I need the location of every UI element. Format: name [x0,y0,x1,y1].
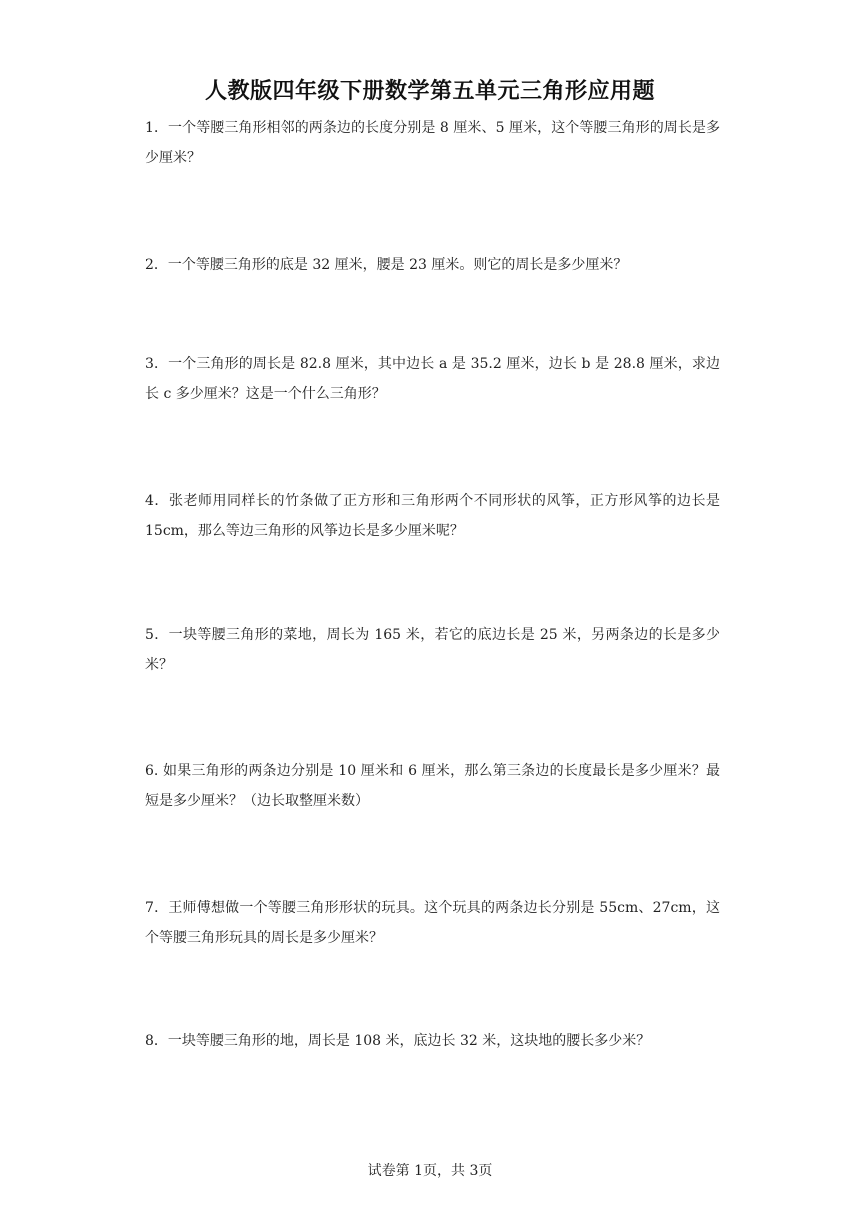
question-4: 4．张老师用同样长的竹条做了正方形和三角形两个不同形状的风筝，正方形风筝的边长是 15cm，那么等边三角形的风筝边长是多少厘米呢？ [145,493,720,539]
question-5: 5．一块等腰三角形的菜地，周长为 165 米，若它的底边长是 25 米，另两条边的长是多少米？ [145,627,720,673]
question-1: 1．一个等腰三角形相邻的两条边的长度分别是 8 厘米、5 厘米，这个等腰三角形的周长是多少厘米？ [145,120,720,166]
question-3: 3．一个三角形的周长是 82.8 厘米，其中边长 a 是 35.2 厘米，边长 b 是 28.8 厘米，求边长 c 多少厘米？这是一个什么三角形？ [145,356,720,402]
question-8: 8．一块等腰三角形的地，周长是 108 米，底边长 32 米，这块地的腰长多少米？ [145,1033,651,1049]
question-2: 2．一个等腰三角形的底是 32 厘米，腰是 23 厘米。则它的周长是多少厘米？ [145,257,628,273]
page-footer: 试卷第 1页，共 3页 [367,1163,493,1179]
question-6: 6. 如果三角形的两条边分别是 10 厘米和 6 厘米，那么第三条边的长度最长是多少厘米？最短是多少厘米？（边长取整厘米数） [145,763,720,809]
page-title: 人教版四年级下册数学第五单元三角形应用题 [204,79,655,104]
question-7: 7．王师傅想做一个等腰三角形形状的玩具。这个玩具的两条边长分别是 55cm、27cm，这个等腰三角形玩具的周长是多少厘米？ [145,900,720,946]
